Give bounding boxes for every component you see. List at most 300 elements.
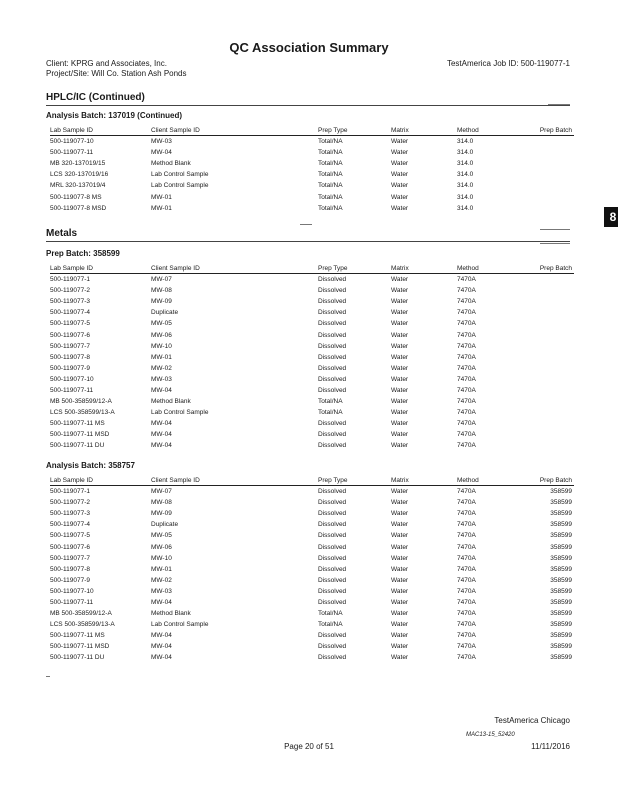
- cell-prep-batch: 358599: [550, 587, 572, 595]
- cell-method: 7470A: [457, 342, 476, 350]
- cell-prep-batch: [525, 147, 574, 158]
- table-row: [50, 630, 574, 641]
- cell-method: 7470A: [457, 598, 476, 606]
- cell-prep-batch: [525, 136, 574, 148]
- cell-matrix: Water: [391, 543, 409, 551]
- project-line: Project/Site: Will Co. Station Ash Ponds: [46, 69, 187, 78]
- cell-client-sample-id: MW-09: [151, 510, 172, 518]
- cell-client-sample-id: MW-06: [151, 543, 172, 551]
- cell-method: 7470A: [457, 554, 476, 562]
- table-row: [50, 296, 574, 307]
- cell-lab-sample-id: 500-119077-8 MSD: [50, 204, 107, 212]
- cell-matrix: Water: [391, 276, 409, 284]
- footer-lab: TestAmerica Chicago: [494, 716, 570, 725]
- cell-client-sample-id: MW-01: [151, 353, 172, 361]
- column-header-matrix: Matrix: [391, 126, 457, 136]
- column-header-lab-sample-id: Lab Sample ID: [50, 264, 151, 274]
- cell-prep-batch: [525, 191, 574, 202]
- table-row: [50, 363, 574, 374]
- section-title-metals: Metals: [46, 228, 78, 239]
- cell-client-sample-id: MW-08: [151, 287, 172, 295]
- cell-client-sample-id: MW-04: [151, 442, 172, 450]
- cell-client-sample-id: MW-02: [151, 576, 172, 584]
- cell-prep-batch: [525, 169, 574, 180]
- cell-prep-type: Dissolved: [318, 576, 347, 584]
- column-header-lab-sample-id: Lab Sample ID: [50, 476, 151, 486]
- cell-prep-type: Dissolved: [318, 510, 347, 518]
- table-row: [50, 318, 574, 329]
- cell-prep-type: Dissolved: [318, 488, 347, 496]
- cell-matrix: Water: [391, 598, 409, 606]
- cell-prep-batch: 358599: [550, 610, 572, 618]
- cell-client-sample-id: MW-05: [151, 320, 172, 328]
- cell-lab-sample-id: 500-119077-11 DU: [50, 442, 105, 450]
- table-row: [50, 169, 574, 180]
- table-row: [50, 652, 574, 663]
- cell-client-sample-id: Lab Control Sample: [151, 171, 209, 179]
- cell-matrix: Water: [391, 298, 409, 306]
- cell-matrix: Water: [391, 353, 409, 361]
- column-header-prep-batch: Prep Batch: [525, 126, 574, 136]
- table-row: [50, 508, 574, 519]
- cell-lab-sample-id: 500-119077-6: [50, 331, 90, 339]
- cell-lab-sample-id: MRL 320-137019/4: [50, 182, 106, 190]
- cell-matrix: Water: [391, 149, 409, 157]
- cell-prep-batch: [525, 385, 574, 396]
- cell-method: 7470A: [457, 364, 476, 372]
- cell-lab-sample-id: 500-119077-11 MS: [50, 632, 105, 640]
- cell-client-sample-id: MW-01: [151, 565, 172, 573]
- column-header-prep-batch: Prep Batch: [525, 476, 574, 486]
- cell-client-sample-id: Duplicate: [151, 309, 179, 317]
- column-header-prep-batch: Prep Batch: [525, 264, 574, 274]
- cell-lab-sample-id: 500-119077-2: [50, 287, 90, 295]
- cell-lab-sample-id: 500-119077-10: [50, 587, 94, 595]
- cell-matrix: Water: [391, 632, 409, 640]
- table-row: [50, 147, 574, 158]
- cell-method: 314.0: [457, 204, 474, 212]
- cell-prep-batch: 358599: [550, 632, 572, 640]
- cell-client-sample-id: MW-04: [151, 431, 172, 439]
- cell-lab-sample-id: 500-119077-11 DU: [50, 654, 105, 662]
- column-header-matrix: Matrix: [391, 264, 457, 274]
- cell-prep-type: Dissolved: [318, 431, 347, 439]
- cell-client-sample-id: MW-04: [151, 643, 172, 651]
- cell-method: 314.0: [457, 160, 474, 168]
- cell-prep-type: Total/NA: [318, 160, 343, 168]
- cell-method: 7470A: [457, 521, 476, 529]
- cell-lab-sample-id: LCS 320-137019/16: [50, 171, 109, 179]
- cell-client-sample-id: MW-10: [151, 342, 172, 350]
- cell-lab-sample-id: 500-119077-6: [50, 543, 90, 551]
- cell-prep-type: Dissolved: [318, 554, 347, 562]
- cell-prep-batch: [525, 296, 574, 307]
- cell-prep-type: Dissolved: [318, 587, 347, 595]
- table-row: [50, 180, 574, 191]
- cell-prep-type: Dissolved: [318, 420, 347, 428]
- cell-lab-sample-id: MB 320-137019/15: [50, 160, 106, 168]
- cell-prep-batch: [525, 180, 574, 191]
- table-row: [50, 374, 574, 385]
- column-header-client-sample-id: Client Sample ID: [151, 264, 318, 274]
- section-rule-metals: [46, 241, 570, 242]
- hplc-table: [50, 126, 574, 214]
- cell-method: 314.0: [457, 182, 474, 190]
- cell-prep-batch: [525, 285, 574, 296]
- cell-lab-sample-id: 500-119077-8: [50, 565, 90, 573]
- column-header-lab-sample-id: Lab Sample ID: [50, 126, 151, 136]
- table-row: [50, 497, 574, 508]
- cell-prep-type: Dissolved: [318, 353, 347, 361]
- cell-matrix: Water: [391, 331, 409, 339]
- tab-marker: 8: [604, 207, 618, 227]
- table-row: [50, 341, 574, 352]
- cell-method: 7470A: [457, 543, 476, 551]
- cell-method: 7470A: [457, 331, 476, 339]
- cell-prep-type: Dissolved: [318, 375, 347, 383]
- cell-matrix: Water: [391, 654, 409, 662]
- table-header-row: [50, 476, 574, 486]
- cell-client-sample-id: MW-03: [151, 138, 172, 146]
- table-row: [50, 553, 574, 564]
- cell-client-sample-id: MW-04: [151, 654, 172, 662]
- cell-method: 314.0: [457, 138, 474, 146]
- cell-matrix: Water: [391, 643, 409, 651]
- cell-prep-type: Total/NA: [318, 138, 343, 146]
- cell-matrix: Water: [391, 375, 409, 383]
- cell-method: 7470A: [457, 276, 476, 284]
- cell-client-sample-id: Method Blank: [151, 398, 191, 406]
- cell-client-sample-id: MW-04: [151, 598, 172, 606]
- cell-lab-sample-id: 500-119077-2: [50, 499, 90, 507]
- cell-prep-type: Dissolved: [318, 342, 347, 350]
- cell-prep-batch: [525, 203, 574, 214]
- cell-prep-type: Dissolved: [318, 654, 347, 662]
- cell-method: 7470A: [457, 643, 476, 651]
- table-row: [50, 440, 574, 451]
- cell-method: 7470A: [457, 654, 476, 662]
- cell-lab-sample-id: MB 500-358599/12-A: [50, 398, 112, 406]
- cell-prep-batch: [525, 329, 574, 340]
- cell-client-sample-id: Method Blank: [151, 610, 191, 618]
- cell-method: 7470A: [457, 298, 476, 306]
- cell-matrix: Water: [391, 398, 409, 406]
- column-header-prep-type: Prep Type: [318, 264, 391, 274]
- scan-artifact: [540, 243, 570, 244]
- prep-batch-table: [50, 264, 574, 452]
- cell-prep-type: Dissolved: [318, 298, 347, 306]
- cell-lab-sample-id: 500-119077-8 MS: [50, 193, 102, 201]
- cell-prep-batch: 358599: [550, 532, 572, 540]
- cell-client-sample-id: Duplicate: [151, 521, 179, 529]
- cell-prep-type: Dissolved: [318, 287, 347, 295]
- cell-lab-sample-id: 500-119077-7: [50, 554, 90, 562]
- cell-method: 7470A: [457, 398, 476, 406]
- cell-prep-type: Dissolved: [318, 442, 347, 450]
- cell-client-sample-id: MW-05: [151, 532, 172, 540]
- cell-matrix: Water: [391, 386, 409, 394]
- cell-client-sample-id: MW-01: [151, 204, 172, 212]
- cell-method: 7470A: [457, 610, 476, 618]
- cell-prep-batch: [525, 407, 574, 418]
- cell-matrix: Water: [391, 521, 409, 529]
- column-header-method: Method: [457, 126, 525, 136]
- cell-prep-batch: 358599: [550, 488, 572, 496]
- table-row: [50, 385, 574, 396]
- cell-lab-sample-id: MB 500-358599/12-A: [50, 610, 112, 618]
- table-row: [50, 586, 574, 597]
- cell-matrix: Water: [391, 420, 409, 428]
- cell-method: 7470A: [457, 488, 476, 496]
- cell-prep-batch: [525, 341, 574, 352]
- cell-prep-batch: 358599: [550, 554, 572, 562]
- cell-prep-batch: [525, 396, 574, 407]
- table-row: [50, 619, 574, 630]
- table-row: [50, 329, 574, 340]
- cell-lab-sample-id: 500-119077-1: [50, 276, 90, 284]
- cell-prep-batch: [525, 352, 574, 363]
- cell-lab-sample-id: 500-119077-9: [50, 364, 90, 372]
- section-title-hplc: HPLC/IC (Continued): [46, 92, 145, 103]
- cell-prep-batch: 358599: [550, 543, 572, 551]
- column-header-prep-type: Prep Type: [318, 126, 391, 136]
- cell-prep-batch: [525, 374, 574, 385]
- cell-method: 7470A: [457, 587, 476, 595]
- table-row: [50, 203, 574, 214]
- cell-client-sample-id: MW-01: [151, 193, 172, 201]
- cell-method: 314.0: [457, 193, 474, 201]
- cell-lab-sample-id: 500-119077-11: [50, 386, 94, 394]
- cell-client-sample-id: MW-03: [151, 587, 172, 595]
- cell-client-sample-id: MW-03: [151, 375, 172, 383]
- cell-prep-type: Total/NA: [318, 193, 343, 201]
- cell-client-sample-id: MW-07: [151, 276, 172, 284]
- column-header-method: Method: [457, 476, 525, 486]
- scan-artifact: [300, 224, 312, 225]
- cell-client-sample-id: Method Blank: [151, 160, 191, 168]
- cell-matrix: Water: [391, 320, 409, 328]
- cell-method: 7470A: [457, 576, 476, 584]
- cell-lab-sample-id: 500-119077-11 MSD: [50, 431, 110, 439]
- table-row: [50, 274, 574, 286]
- cell-prep-batch: 358599: [550, 576, 572, 584]
- cell-method: 7470A: [457, 287, 476, 295]
- cell-prep-batch: 358599: [550, 510, 572, 518]
- cell-client-sample-id: MW-04: [151, 386, 172, 394]
- cell-method: 7470A: [457, 632, 476, 640]
- table-row: [50, 285, 574, 296]
- cell-lab-sample-id: 500-119077-5: [50, 532, 90, 540]
- cell-lab-sample-id: 500-119077-10: [50, 375, 94, 383]
- cell-prep-type: Total/NA: [318, 409, 343, 417]
- cell-lab-sample-id: 500-119077-7: [50, 342, 90, 350]
- section-rule-hplc: [46, 105, 570, 106]
- batch-title-hplc: Analysis Batch: 137019 (Continued): [46, 111, 183, 120]
- cell-prep-batch: [525, 440, 574, 451]
- cell-matrix: Water: [391, 171, 409, 179]
- scan-artifact: [46, 676, 50, 677]
- cell-method: 7470A: [457, 309, 476, 317]
- table-row: [50, 608, 574, 619]
- cell-matrix: Water: [391, 138, 409, 146]
- footer-date: 11/11/2016: [531, 742, 570, 751]
- cell-matrix: Water: [391, 160, 409, 168]
- table-header-row: [50, 264, 574, 274]
- table-row: [50, 641, 574, 652]
- cell-matrix: Water: [391, 182, 409, 190]
- table-row: [50, 407, 574, 418]
- cell-client-sample-id: MW-10: [151, 554, 172, 562]
- table-row: [50, 575, 574, 586]
- cell-prep-batch: 358599: [550, 621, 572, 629]
- cell-prep-type: Total/NA: [318, 171, 343, 179]
- cell-lab-sample-id: 500-119077-4: [50, 309, 90, 317]
- cell-matrix: Water: [391, 204, 409, 212]
- cell-lab-sample-id: 500-119077-11: [50, 598, 94, 606]
- cell-matrix: Water: [391, 554, 409, 562]
- cell-prep-type: Dissolved: [318, 309, 347, 317]
- table-row: [50, 519, 574, 530]
- table-row: [50, 429, 574, 440]
- cell-lab-sample-id: 500-119077-9: [50, 576, 90, 584]
- cell-matrix: Water: [391, 342, 409, 350]
- table-row: [50, 530, 574, 541]
- cell-matrix: Water: [391, 621, 409, 629]
- cell-prep-type: Dissolved: [318, 276, 347, 284]
- cell-lab-sample-id: 500-119077-1: [50, 488, 90, 496]
- cell-prep-batch: 358599: [550, 598, 572, 606]
- cell-method: 314.0: [457, 149, 474, 157]
- table-row: [50, 352, 574, 363]
- cell-matrix: Water: [391, 576, 409, 584]
- cell-client-sample-id: MW-04: [151, 420, 172, 428]
- table-row: [50, 597, 574, 608]
- column-header-client-sample-id: Client Sample ID: [151, 126, 318, 136]
- analysis-batch-table: [50, 476, 574, 664]
- cell-matrix: Water: [391, 193, 409, 201]
- cell-matrix: Water: [391, 309, 409, 317]
- cell-matrix: Water: [391, 532, 409, 540]
- cell-matrix: Water: [391, 442, 409, 450]
- page-title: QC Association Summary: [229, 40, 389, 55]
- column-header-matrix: Matrix: [391, 476, 457, 486]
- cell-prep-batch: [525, 418, 574, 429]
- cell-method: 7470A: [457, 442, 476, 450]
- scan-artifact: [540, 229, 570, 230]
- scan-artifact: [548, 104, 570, 105]
- cell-prep-type: Dissolved: [318, 598, 347, 606]
- cell-prep-batch: [525, 307, 574, 318]
- cell-prep-type: Total/NA: [318, 149, 343, 157]
- cell-prep-batch: [525, 274, 574, 286]
- cell-prep-type: Total/NA: [318, 610, 343, 618]
- table-row: [50, 158, 574, 169]
- cell-prep-type: Dissolved: [318, 521, 347, 529]
- job-id: TestAmerica Job ID: 500-119077-1: [446, 59, 570, 68]
- cell-lab-sample-id: 500-119077-11 MS: [50, 420, 105, 428]
- cell-client-sample-id: Lab Control Sample: [151, 409, 209, 417]
- table-row: [50, 541, 574, 552]
- cell-prep-type: Total/NA: [318, 621, 343, 629]
- cell-method: 7470A: [457, 621, 476, 629]
- cell-client-sample-id: MW-07: [151, 488, 172, 496]
- cell-prep-batch: 358599: [550, 565, 572, 573]
- cell-prep-type: Dissolved: [318, 386, 347, 394]
- cell-lab-sample-id: 500-119077-10: [50, 138, 94, 146]
- column-header-client-sample-id: Client Sample ID: [151, 476, 318, 486]
- cell-lab-sample-id: 500-119077-3: [50, 298, 90, 306]
- cell-client-sample-id: MW-08: [151, 499, 172, 507]
- cell-lab-sample-id: 500-119077-5: [50, 320, 90, 328]
- cell-prep-batch: [525, 429, 574, 440]
- cell-prep-type: Dissolved: [318, 632, 347, 640]
- cell-prep-type: Dissolved: [318, 320, 347, 328]
- cell-lab-sample-id: 500-119077-11: [50, 149, 94, 157]
- table-row: [50, 136, 574, 148]
- cell-method: 7470A: [457, 431, 476, 439]
- column-header-prep-type: Prep Type: [318, 476, 391, 486]
- cell-prep-type: Dissolved: [318, 565, 347, 573]
- table-row: [50, 564, 574, 575]
- cell-prep-type: Dissolved: [318, 499, 347, 507]
- cell-prep-type: Total/NA: [318, 204, 343, 212]
- cell-method: 7470A: [457, 409, 476, 417]
- cell-matrix: Water: [391, 510, 409, 518]
- cell-prep-type: Dissolved: [318, 331, 347, 339]
- cell-method: 7470A: [457, 386, 476, 394]
- cell-prep-batch: 358599: [550, 643, 572, 651]
- cell-client-sample-id: Lab Control Sample: [151, 182, 209, 190]
- cell-client-sample-id: MW-06: [151, 331, 172, 339]
- cell-method: 7470A: [457, 565, 476, 573]
- cell-matrix: Water: [391, 565, 409, 573]
- cell-method: 7470A: [457, 499, 476, 507]
- table-row: [50, 396, 574, 407]
- cell-method: 7470A: [457, 375, 476, 383]
- cell-lab-sample-id: 500-119077-11 MSD: [50, 643, 110, 651]
- cell-client-sample-id: MW-04: [151, 632, 172, 640]
- cell-matrix: Water: [391, 499, 409, 507]
- table-header-row: [50, 126, 574, 136]
- footer-page: Page 20 of 51: [284, 742, 334, 751]
- cell-method: 7470A: [457, 510, 476, 518]
- cell-client-sample-id: MW-09: [151, 298, 172, 306]
- cell-lab-sample-id: 500-119077-4: [50, 521, 90, 529]
- cell-method: 7470A: [457, 420, 476, 428]
- table-row: [50, 418, 574, 429]
- column-header-method: Method: [457, 264, 525, 274]
- cell-prep-type: Dissolved: [318, 643, 347, 651]
- table-row: [50, 191, 574, 202]
- cell-prep-type: Total/NA: [318, 398, 343, 406]
- cell-lab-sample-id: 500-119077-3: [50, 510, 90, 518]
- cell-prep-batch: 358599: [550, 521, 572, 529]
- cell-prep-batch: [525, 318, 574, 329]
- cell-method: 7470A: [457, 353, 476, 361]
- cell-prep-batch: [525, 158, 574, 169]
- cell-prep-batch: 358599: [550, 499, 572, 507]
- cell-client-sample-id: MW-04: [151, 149, 172, 157]
- batch-title-prep: Prep Batch: 358599: [46, 249, 120, 258]
- cell-matrix: Water: [391, 409, 409, 417]
- client-line: Client: KPRG and Associates, Inc.: [46, 59, 167, 68]
- cell-matrix: Water: [391, 488, 409, 496]
- cell-client-sample-id: MW-02: [151, 364, 172, 372]
- cell-prep-type: Dissolved: [318, 543, 347, 551]
- cell-method: 7470A: [457, 532, 476, 540]
- cell-method: 314.0: [457, 171, 474, 179]
- cell-prep-type: Dissolved: [318, 532, 347, 540]
